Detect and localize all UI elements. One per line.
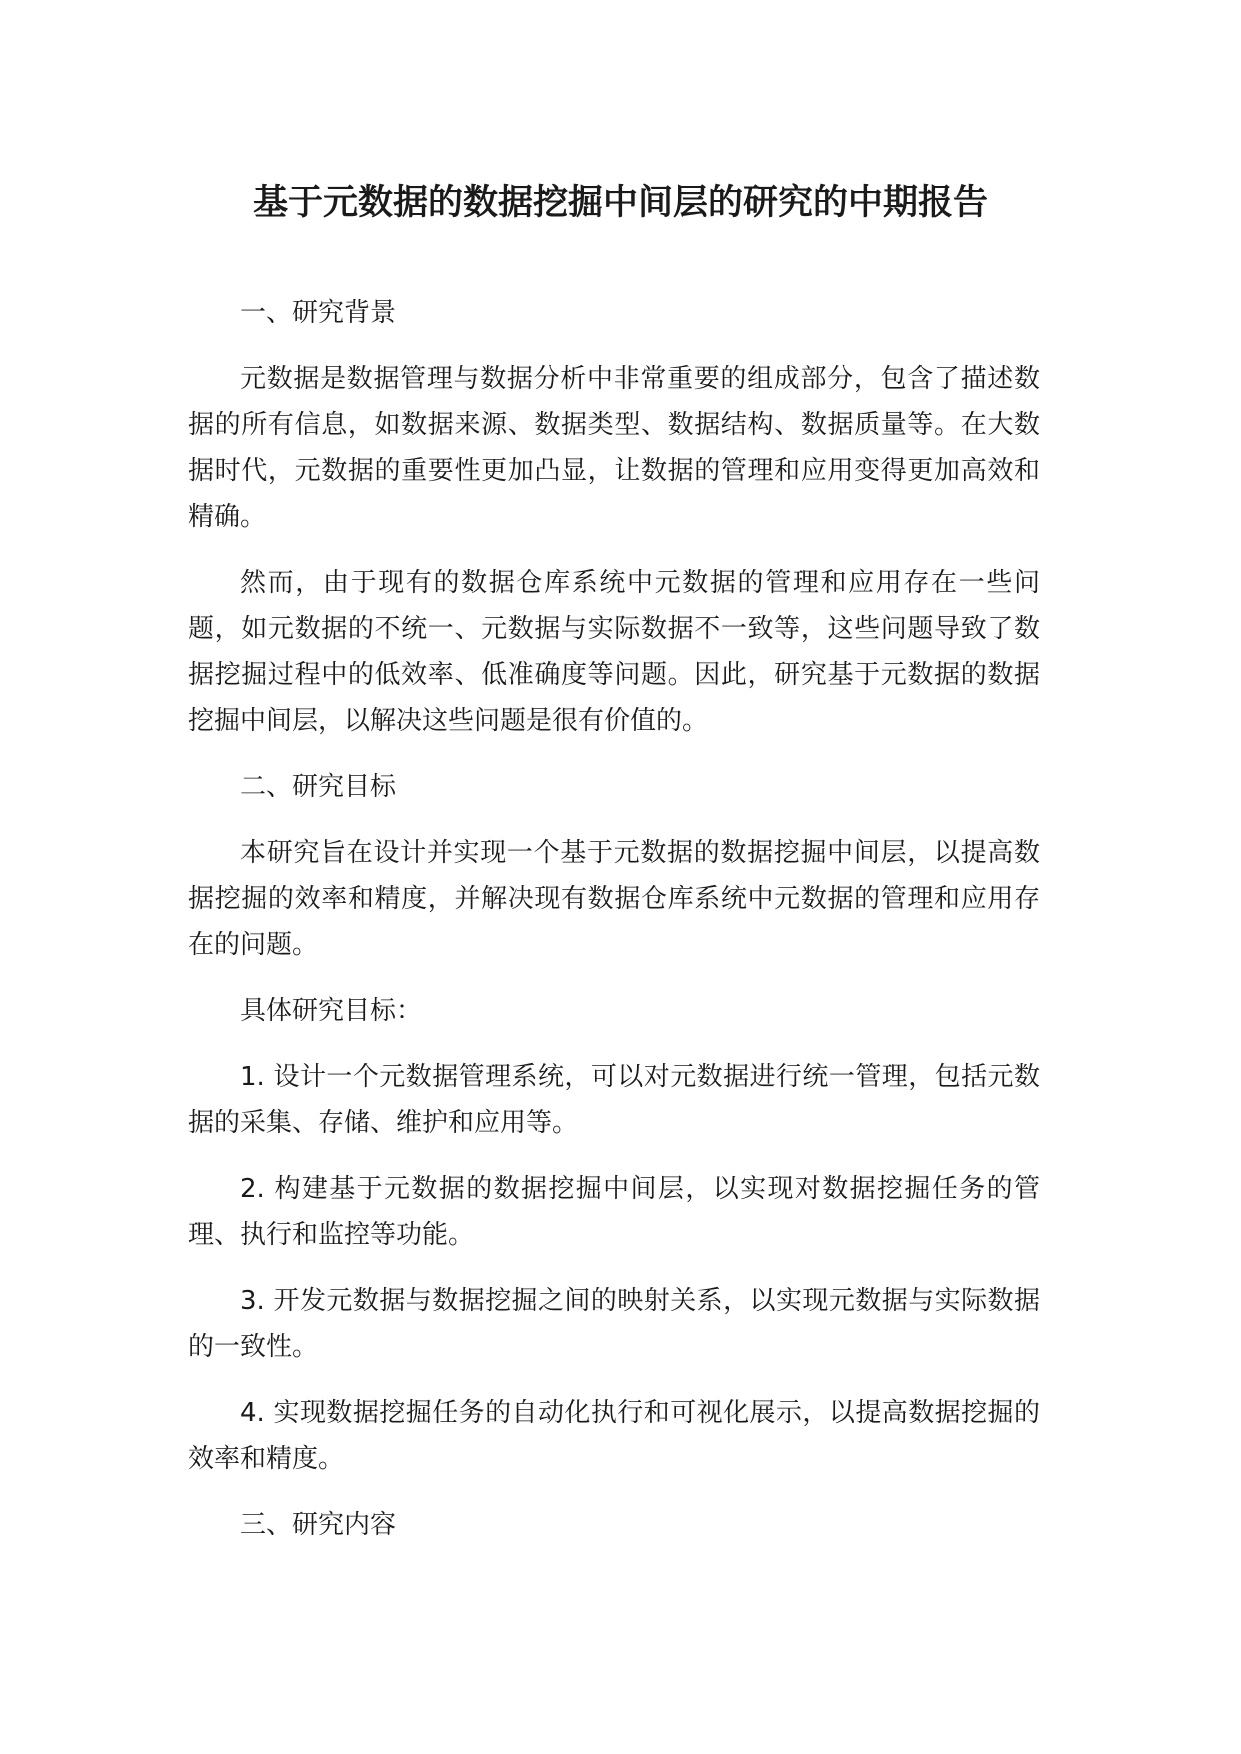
list-item-goal-2: 2. 构建基于元数据的数据挖掘中间层，以实现对数据挖掘任务的管理、执行和监控等功能。 [188, 1174, 1040, 1250]
list-item-goal-3: 3. 开发元数据与数据挖掘之间的映射关系，以实现元数据与实际数据的一致性。 [188, 1286, 1040, 1362]
section-heading-content: 三、研究内容 [240, 1510, 397, 1540]
document-body [188, 290, 1040, 1568]
section-heading-goals: 二、研究目标 [240, 772, 397, 802]
paragraph-metadata-intro: 元数据是数据管理与数据分析中非常重要的组成部分，包含了描述数据的所有信息，如数据来源、数据类型、数据结构、数据质量等。在大数据时代，元数据的重要性更加凸显，让数据的管理和应用变得更加高效和精确。 [188, 364, 1040, 532]
paragraph-specific-goals-label: 具体研究目标： [240, 996, 423, 1026]
list-item-goal-4: 4. 实现数据挖掘任务的自动化执行和可视化展示，以提高数据挖掘的效率和精度。 [188, 1398, 1040, 1474]
section-heading-background: 一、研究背景 [240, 298, 397, 328]
list-item-goal-1: 1. 设计一个元数据管理系统，可以对元数据进行统一管理，包括元数据的采集、存储、维护和应用等。 [188, 1062, 1040, 1138]
paragraph-goal-summary: 本研究旨在设计并实现一个基于元数据的数据挖掘中间层，以提高数据挖掘的效率和精度，并解决现有数据仓库系统中元数据的管理和应用存在的问题。 [188, 838, 1040, 960]
paragraph-problems: 然而，由于现有的数据仓库系统中元数据的管理和应用存在一些问题，如元数据的不统一、元数据与实际数据不一致等，这些问题导致了数据挖掘过程中的低效率、低准确度等问题。因此，研究基于元数据的数据挖掘中间层，以解决这些问题是很有价值的。 [188, 568, 1040, 736]
document-title: 基于元数据的数据挖掘中间层的研究的中期报告 [252, 183, 988, 223]
